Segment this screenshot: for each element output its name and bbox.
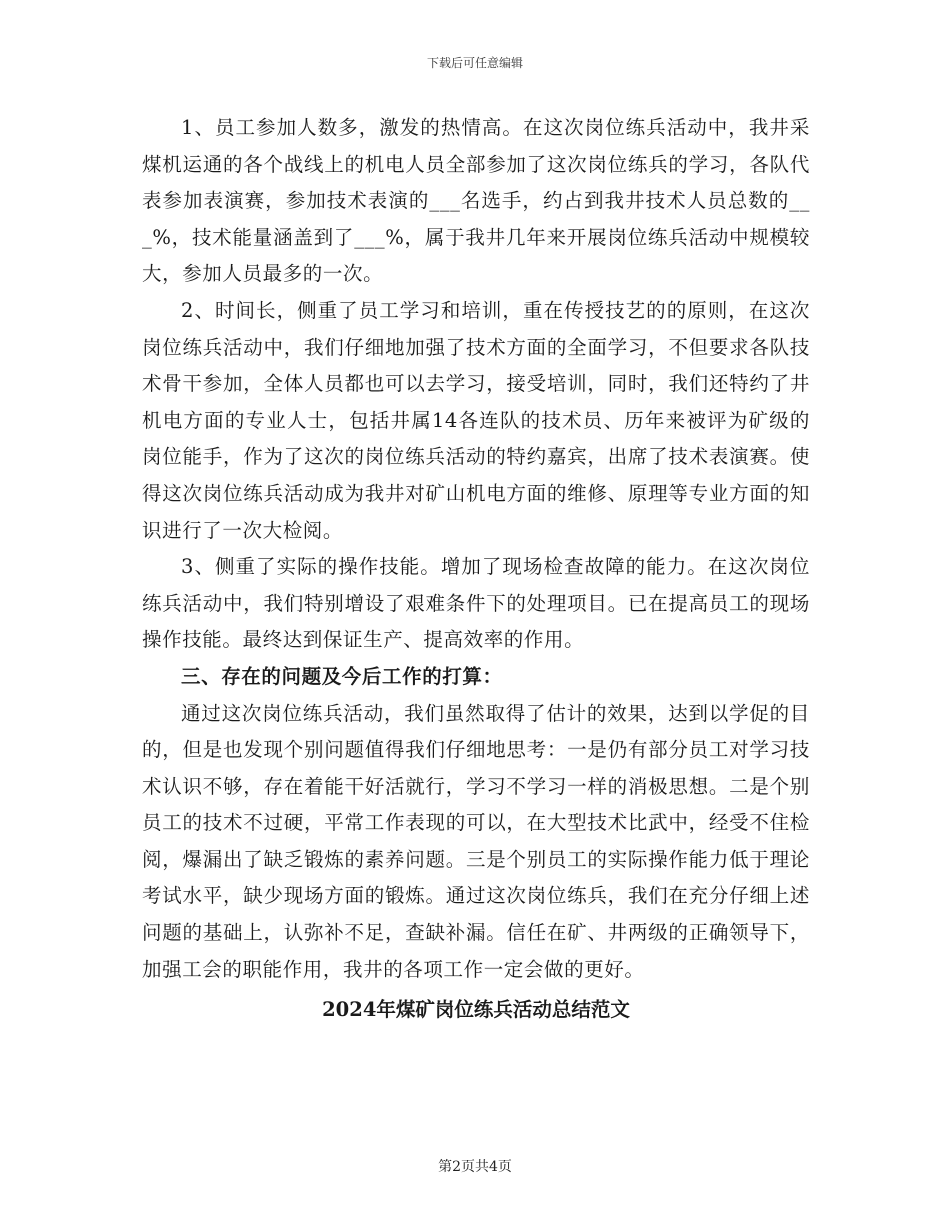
document-body bbox=[142, 110, 810, 1029]
page-header-note: 下载后可任意编辑 bbox=[426, 56, 523, 70]
section-heading: 三、存在的问题及今后工作的打算： bbox=[181, 664, 503, 688]
page-number: 第2页共4页 bbox=[438, 1159, 512, 1175]
paragraph-3: 3、侧重了实际的操作技能。增加了现场检查故障的能力。在这次岗位练兵活动中，我们特别增设了艰难条件下的处理项目。已在提高员工的现场操作技能。最终达到保证生产、提高效率的作用。 bbox=[142, 555, 810, 652]
paragraph-1: 1、员工参加人数多，激发的热情高。在这次岗位练兵活动中，我井采煤机运通的各个战线上的机电人员全部参加了这次岗位练兵的学习，各队代表参加表演赛，参加技术表演的___名选手，约占到我井技术人员总数的___%，技术能量涵盖到了___%，属于我井几年来开展岗位练兵活动中规模较大，参加人员最多的一次。 bbox=[142, 116, 810, 286]
section-body: 通过这次岗位练兵活动，我们虽然取得了估计的效果，达到以学促的目的，但是也发现个别问题值得我们仔细地思考：一是仍有部分员工对学习技术认识不够，存在着能干好活就行，学习不学习一样的消极思想。二是个别员工的技术不过硬，平常工作表现的可以，在大型技术比武中，经受不住检阅，爆漏出了缺乏锻炼的素养问题。三是个别员工的实际操作能力低于理论考试水平，缺少现场方面的锻炼。通过这次岗位练兵，我们在充分仔细上述问题的基础上，认弥补不足，查缺补漏。信任在矿、井两级的正确领导下，加强工会的职能作用，我井的各项工作一定会做的更好。 bbox=[142, 701, 810, 981]
next-document-title: 2024年煤矿岗位练兵活动总结范文 bbox=[322, 998, 630, 1022]
paragraph-2: 2、时间长，侧重了员工学习和培训，重在传授技艺的的原则，在这次岗位练兵活动中，我们仔细地加强了技术方面的全面学习，不但要求各队技术骨干参加，全体人员都也可以去学习，接受培训，同时，我们还特约了井机电方面的专业人士，包括井属14各连队的技术员、历年来被评为矿级的岗位能手，作为了这次的岗位练兵活动的特约嘉宾，出席了技术表演赛。使得这次岗位练兵活动成为我井对矿山机电方面的维修、原理等专业方面的知识进行了一次大检阅。 bbox=[142, 298, 810, 542]
